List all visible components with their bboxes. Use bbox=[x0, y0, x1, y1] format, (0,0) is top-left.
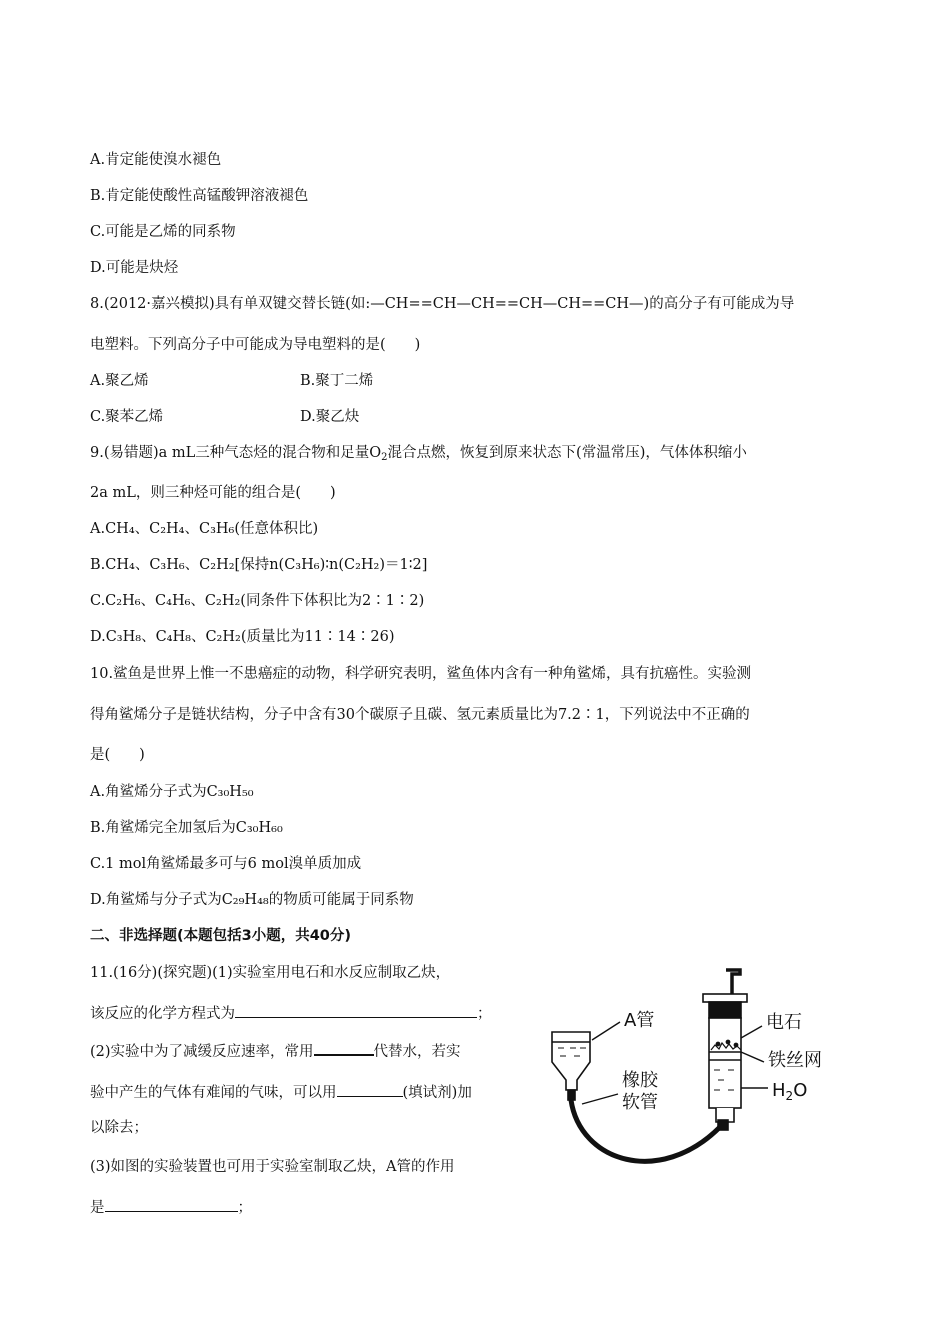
q8-option-a: A.聚乙烯 bbox=[90, 373, 149, 389]
q11-line7-pre: 是 bbox=[90, 1200, 105, 1216]
answer-blank-a-tube-role[interactable] bbox=[105, 1197, 238, 1212]
label-rubber-1: 橡胶 bbox=[622, 1070, 658, 1091]
label-iron-mesh: 铁丝网 bbox=[768, 1050, 822, 1071]
q10-stem-line2: 得角鲨烯分子是链状结构，分子中含有30个碳原子且碳、氢元素质量比为7.2∶1，下列说法中不正确的 bbox=[90, 707, 750, 723]
generator-tube bbox=[703, 970, 747, 1130]
label-rubber-2: 软管 bbox=[622, 1092, 658, 1113]
q11-line1: 11.(16分)(探究题)(1)实验室用电石和水反应制取乙炔， bbox=[90, 965, 451, 981]
q7-option-d: D.可能是炔烃 bbox=[90, 260, 179, 276]
q11-line4-pre: 验中产生的气体有难闻的气味，可以用 bbox=[90, 1085, 337, 1101]
q9-stem-line1-pre: 9.(易错题)a mL三种气态烃的混合物和足量O bbox=[90, 445, 382, 461]
q11-line3-post: 代替水，若实 bbox=[373, 1044, 461, 1060]
q11-line7-post: ； bbox=[237, 1200, 252, 1216]
q11-line2-post: ； bbox=[477, 1006, 492, 1022]
label-a-tube: A管 bbox=[624, 1010, 655, 1031]
label-carbide: 电石 bbox=[766, 1012, 802, 1033]
q11-line5: 以除去； bbox=[90, 1120, 148, 1136]
q9-option-c: C.C₂H₆、C₄H₆、C₂H₂(同条件下体积比为2∶1∶2) bbox=[90, 593, 425, 609]
q11-line2 bbox=[90, 1003, 492, 1024]
q10-option-b: B.角鲨烯完全加氢后为C₃₀H₆₀ bbox=[90, 820, 283, 836]
q8-option-c: C.聚苯乙烯 bbox=[90, 409, 164, 425]
q8-stem-line1: 8.(2012·嘉兴模拟)具有单双键交替长链(如:—CH==CH—CH==CH—CH==CH—)的高分子有可能成为导 bbox=[90, 296, 795, 312]
q11-line4-post: (填试剂)加 bbox=[402, 1085, 472, 1101]
q11-line7 bbox=[90, 1197, 252, 1218]
answer-blank-substitute[interactable] bbox=[314, 1040, 374, 1056]
q10-option-d: D.角鲨烯与分子式为C₂₉H₄₈的物质可能属于同系物 bbox=[90, 892, 414, 908]
q9-stem-line1 bbox=[90, 443, 747, 463]
a-tube bbox=[552, 1032, 590, 1100]
q11-line6: (3)如图的实验装置也可用于实验室制取乙炔，A管的作用 bbox=[90, 1159, 455, 1175]
label-water: $H_2O$ bbox=[772, 1080, 808, 1103]
q11-line3-pre: (2)实验中为了减缓反应速率，常用 bbox=[90, 1044, 314, 1060]
q10-option-c: C.1 mol角鲨烯最多可与6 mol溴单质加成 bbox=[90, 856, 362, 872]
q11-line4 bbox=[90, 1082, 472, 1103]
q7-option-a: A.肯定能使溴水褪色 bbox=[90, 152, 222, 168]
q10-stem-line1: 10.鲨鱼是世界上惟一不患癌症的动物，科学研究表明，鲨鱼体内含有一种角鲨烯，具有抗癌性。实验测 bbox=[90, 666, 752, 682]
q11-line3 bbox=[90, 1040, 461, 1062]
q8-option-b: B.聚丁二烯 bbox=[300, 373, 374, 389]
acetylene-apparatus-diagram bbox=[540, 962, 870, 1182]
section-heading: 二、非选择题(本题包括3小题，共40分) bbox=[90, 928, 352, 944]
q9-stem-subscript: 2 bbox=[381, 452, 388, 463]
q8-option-d: D.聚乙炔 bbox=[300, 409, 360, 425]
q9-option-a: A.CH₄、C₂H₄、C₃H₆(任意体积比) bbox=[90, 521, 319, 537]
q8-stem-line2: 电塑料。下列高分子中可能成为导电塑料的是( ) bbox=[90, 337, 421, 353]
q9-stem-line1-post: 混合点燃，恢复到原来状态下(常温常压)，气体体积缩小 bbox=[387, 445, 747, 461]
q9-option-d: D.C₃H₈、C₄H₈、C₂H₂(质量比为11∶14∶26) bbox=[90, 629, 395, 645]
q7-option-b: B.肯定能使酸性高锰酸钾溶液褪色 bbox=[90, 188, 309, 204]
answer-blank-equation[interactable] bbox=[235, 1003, 477, 1018]
answer-blank-reagent[interactable] bbox=[337, 1082, 403, 1097]
q10-stem-line3: 是( ) bbox=[90, 747, 145, 763]
q7-option-c: C.可能是乙烯的同系物 bbox=[90, 224, 236, 240]
q10-option-a: A.角鲨烯分子式为C₃₀H₅₀ bbox=[90, 784, 254, 800]
q11-line2-pre: 该反应的化学方程式为 bbox=[90, 1006, 235, 1022]
q9-stem-line2: 2a mL，则三种烃可能的组合是( ) bbox=[90, 485, 336, 501]
q9-option-b: B.CH₄、C₃H₆、C₂H₂[保持n(C₃H₆)∶n(C₂H₂)＝1∶2] bbox=[90, 557, 428, 573]
